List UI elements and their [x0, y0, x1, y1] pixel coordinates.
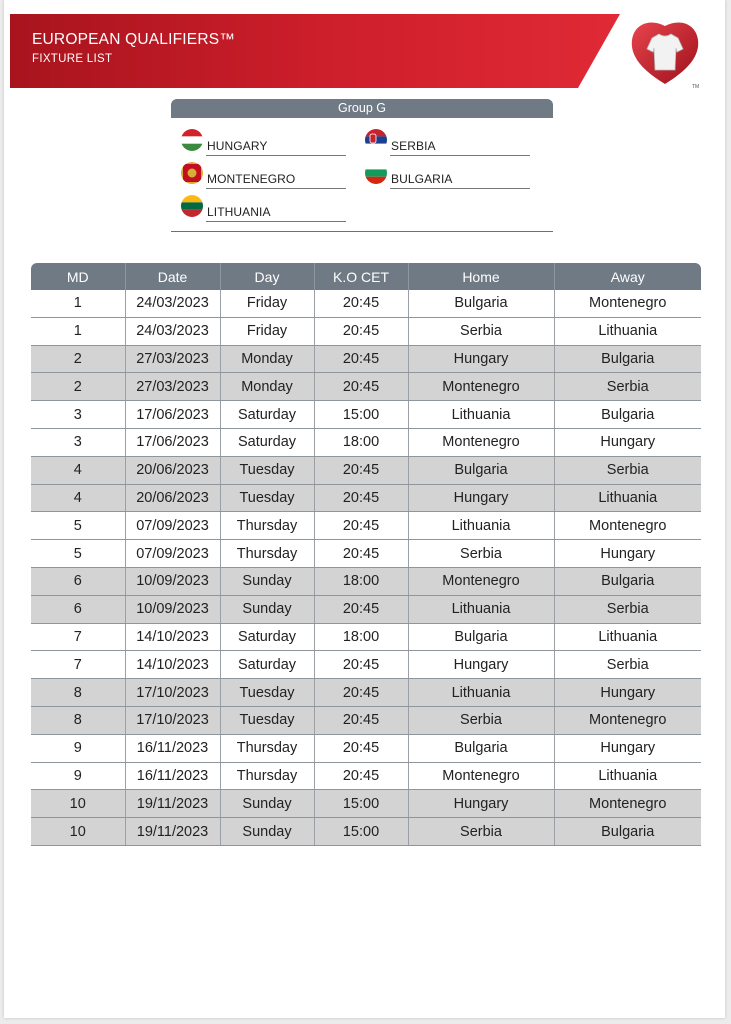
kickoff-cell: 20:45: [314, 484, 408, 512]
home-team-cell: Montenegro: [408, 428, 554, 456]
table-row: [31, 706, 701, 734]
date-cell: 17/06/2023: [125, 401, 220, 429]
day-cell: Friday: [220, 317, 314, 345]
kickoff-cell: 18:00: [314, 567, 408, 595]
date-cell: 10/09/2023: [125, 595, 220, 623]
matchday-cell: 6: [31, 567, 125, 595]
matchday-cell: 8: [31, 679, 125, 707]
team-name: HUNGARY: [207, 139, 268, 153]
date-cell: 17/10/2023: [125, 679, 220, 707]
day-cell: Tuesday: [220, 679, 314, 707]
away-team-cell: Hungary: [554, 734, 701, 762]
table-row: [31, 428, 701, 456]
european-qualifiers-logo: [628, 18, 702, 90]
kickoff-cell: 20:45: [314, 651, 408, 679]
table-row: [31, 317, 701, 345]
day-cell: Sunday: [220, 790, 314, 818]
column-header-date: Date: [125, 263, 220, 290]
fixture-table: [31, 263, 701, 846]
away-team-cell: Lithuania: [554, 762, 701, 790]
table-row: [31, 345, 701, 373]
table-row: [31, 512, 701, 540]
home-team-cell: Lithuania: [408, 512, 554, 540]
away-team-cell: Serbia: [554, 456, 701, 484]
underline: [206, 155, 346, 156]
header-subtitle: FIXTURE LIST: [32, 53, 113, 65]
fixture-page: [4, 0, 725, 1018]
table-row: [31, 540, 701, 568]
table-row: [31, 401, 701, 429]
date-cell: 07/09/2023: [125, 540, 220, 568]
kickoff-cell: 20:45: [314, 679, 408, 707]
group-title: Group G: [171, 99, 553, 118]
underline: [390, 155, 530, 156]
table-header-row: [31, 263, 701, 290]
home-team-cell: Serbia: [408, 818, 554, 846]
date-cell: 17/06/2023: [125, 428, 220, 456]
lithuania-flag-icon: [181, 195, 203, 217]
matchday-cell: 4: [31, 484, 125, 512]
date-cell: 16/11/2023: [125, 734, 220, 762]
away-team-cell: Bulgaria: [554, 401, 701, 429]
away-team-cell: Montenegro: [554, 706, 701, 734]
matchday-cell: 2: [31, 373, 125, 401]
group-divider: [171, 231, 553, 232]
away-team-cell: Lithuania: [554, 317, 701, 345]
date-cell: 20/06/2023: [125, 456, 220, 484]
date-cell: 24/03/2023: [125, 290, 220, 317]
day-cell: Tuesday: [220, 706, 314, 734]
table-row: [31, 456, 701, 484]
matchday-cell: 1: [31, 317, 125, 345]
serbia-flag-icon: [365, 129, 387, 151]
kickoff-cell: 15:00: [314, 401, 408, 429]
column-header-md: MD: [31, 263, 125, 290]
home-team-cell: Bulgaria: [408, 290, 554, 317]
away-team-cell: Montenegro: [554, 512, 701, 540]
matchday-cell: 7: [31, 623, 125, 651]
away-team-cell: Montenegro: [554, 790, 701, 818]
kickoff-cell: 20:45: [314, 762, 408, 790]
montenegro-flag-icon: [181, 162, 203, 184]
header-banner: [10, 14, 620, 88]
table-row: [31, 651, 701, 679]
matchday-cell: 9: [31, 762, 125, 790]
fixture-body: [31, 290, 701, 845]
bulgaria-flag-icon: [365, 162, 387, 184]
home-team-cell: Lithuania: [408, 401, 554, 429]
table-row: [31, 734, 701, 762]
day-cell: Monday: [220, 373, 314, 401]
day-cell: Sunday: [220, 595, 314, 623]
away-team-cell: Hungary: [554, 540, 701, 568]
day-cell: Saturday: [220, 401, 314, 429]
matchday-cell: 7: [31, 651, 125, 679]
home-team-cell: Serbia: [408, 706, 554, 734]
kickoff-cell: 20:45: [314, 290, 408, 317]
date-cell: 14/10/2023: [125, 623, 220, 651]
column-header-day: Day: [220, 263, 314, 290]
matchday-cell: 2: [31, 345, 125, 373]
day-cell: Thursday: [220, 762, 314, 790]
table-row: [31, 679, 701, 707]
underline: [390, 188, 530, 189]
matchday-cell: 8: [31, 706, 125, 734]
group-box: [171, 99, 553, 233]
hungary-flag-icon: [181, 129, 203, 151]
matchday-cell: 10: [31, 790, 125, 818]
kickoff-cell: 20:45: [314, 456, 408, 484]
underline: [206, 188, 346, 189]
kickoff-cell: 20:45: [314, 706, 408, 734]
team-name: BULGARIA: [391, 172, 453, 186]
away-team-cell: Bulgaria: [554, 567, 701, 595]
home-team-cell: Lithuania: [408, 595, 554, 623]
date-cell: 20/06/2023: [125, 484, 220, 512]
home-team-cell: Bulgaria: [408, 623, 554, 651]
table-row: [31, 595, 701, 623]
kickoff-cell: 15:00: [314, 818, 408, 846]
home-team-cell: Lithuania: [408, 679, 554, 707]
date-cell: 19/11/2023: [125, 790, 220, 818]
table-row: [31, 373, 701, 401]
matchday-cell: 6: [31, 595, 125, 623]
column-header-away: Away: [554, 263, 701, 290]
matchday-cell: 3: [31, 401, 125, 429]
away-team-cell: Serbia: [554, 595, 701, 623]
away-team-cell: Serbia: [554, 373, 701, 401]
kickoff-cell: 20:45: [314, 734, 408, 762]
date-cell: 14/10/2023: [125, 651, 220, 679]
date-cell: 07/09/2023: [125, 512, 220, 540]
date-cell: 17/10/2023: [125, 706, 220, 734]
day-cell: Monday: [220, 345, 314, 373]
date-cell: 16/11/2023: [125, 762, 220, 790]
kickoff-cell: 20:45: [314, 512, 408, 540]
home-team-cell: Montenegro: [408, 567, 554, 595]
day-cell: Saturday: [220, 623, 314, 651]
away-team-cell: Hungary: [554, 679, 701, 707]
date-cell: 24/03/2023: [125, 317, 220, 345]
kickoff-cell: 18:00: [314, 428, 408, 456]
day-cell: Friday: [220, 290, 314, 317]
day-cell: Sunday: [220, 567, 314, 595]
matchday-cell: 5: [31, 512, 125, 540]
home-team-cell: Serbia: [408, 540, 554, 568]
team-name: LITHUANIA: [207, 205, 271, 219]
home-team-cell: Bulgaria: [408, 734, 554, 762]
banner-shape: [10, 14, 620, 88]
kickoff-cell: 20:45: [314, 373, 408, 401]
kickoff-cell: 20:45: [314, 595, 408, 623]
column-header-ko-cet: K.O CET: [314, 263, 408, 290]
column-header-home: Home: [408, 263, 554, 290]
day-cell: Thursday: [220, 734, 314, 762]
date-cell: 10/09/2023: [125, 567, 220, 595]
day-cell: Saturday: [220, 651, 314, 679]
table-row: [31, 484, 701, 512]
header-title: EUROPEAN QUALIFIERS™: [32, 31, 235, 48]
day-cell: Sunday: [220, 818, 314, 846]
day-cell: Thursday: [220, 512, 314, 540]
day-cell: Saturday: [220, 428, 314, 456]
away-team-cell: Bulgaria: [554, 345, 701, 373]
kickoff-cell: 18:00: [314, 623, 408, 651]
table-row: [31, 290, 701, 317]
date-cell: 27/03/2023: [125, 345, 220, 373]
away-team-cell: Lithuania: [554, 484, 701, 512]
home-team-cell: Hungary: [408, 484, 554, 512]
svg-text:TM: TM: [692, 84, 700, 90]
matchday-cell: 4: [31, 456, 125, 484]
day-cell: Tuesday: [220, 484, 314, 512]
team-name: MONTENEGRO: [207, 172, 296, 186]
home-team-cell: Hungary: [408, 790, 554, 818]
away-team-cell: Lithuania: [554, 623, 701, 651]
home-team-cell: Hungary: [408, 345, 554, 373]
matchday-cell: 5: [31, 540, 125, 568]
home-team-cell: Montenegro: [408, 762, 554, 790]
table-row: [31, 818, 701, 846]
matchday-cell: 10: [31, 818, 125, 846]
table-row: [31, 790, 701, 818]
kickoff-cell: 20:45: [314, 317, 408, 345]
matchday-cell: 3: [31, 428, 125, 456]
date-cell: 27/03/2023: [125, 373, 220, 401]
kickoff-cell: 15:00: [314, 790, 408, 818]
home-team-cell: Montenegro: [408, 373, 554, 401]
away-team-cell: Hungary: [554, 428, 701, 456]
away-team-cell: Bulgaria: [554, 818, 701, 846]
matchday-cell: 1: [31, 290, 125, 317]
date-cell: 19/11/2023: [125, 818, 220, 846]
home-team-cell: Serbia: [408, 317, 554, 345]
away-team-cell: Serbia: [554, 651, 701, 679]
table-row: [31, 623, 701, 651]
day-cell: Thursday: [220, 540, 314, 568]
table-row: [31, 567, 701, 595]
team-name: SERBIA: [391, 139, 436, 153]
table-row: [31, 762, 701, 790]
away-team-cell: Montenegro: [554, 290, 701, 317]
day-cell: Tuesday: [220, 456, 314, 484]
home-team-cell: Bulgaria: [408, 456, 554, 484]
matchday-cell: 9: [31, 734, 125, 762]
kickoff-cell: 20:45: [314, 345, 408, 373]
underline: [206, 221, 346, 222]
kickoff-cell: 20:45: [314, 540, 408, 568]
home-team-cell: Hungary: [408, 651, 554, 679]
